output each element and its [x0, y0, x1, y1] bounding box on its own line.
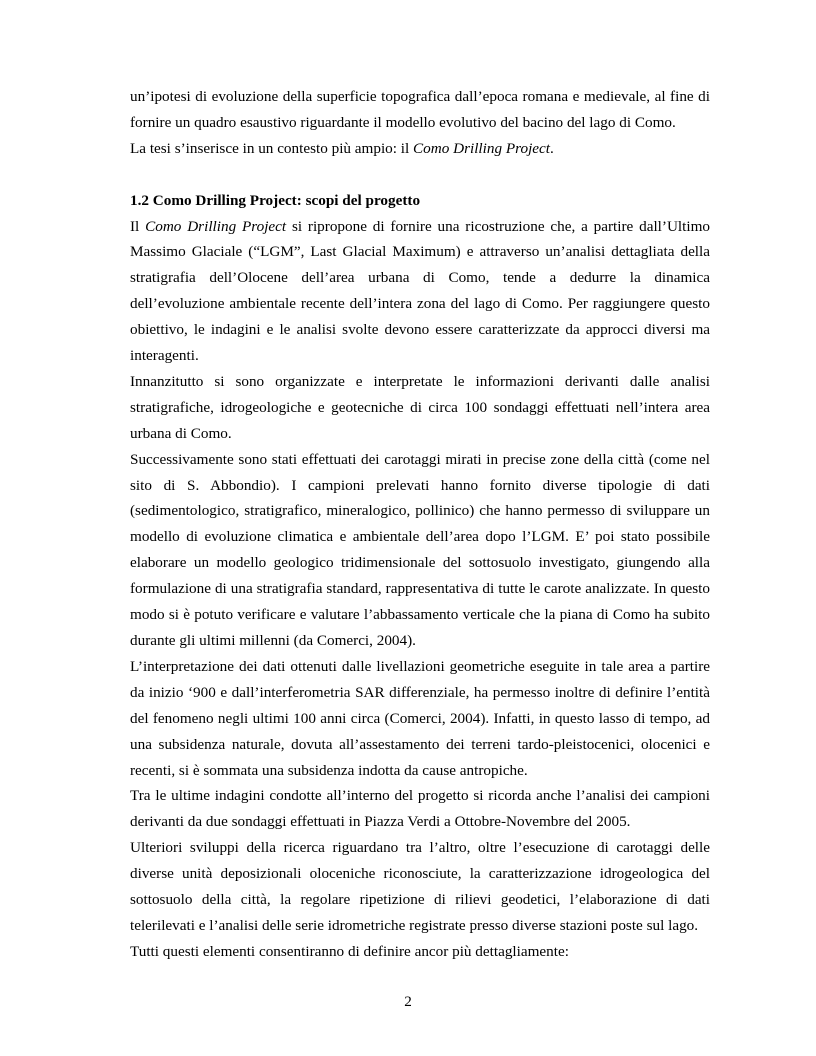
section-paragraph-5: Tra le ultime indagini condotte all’interno del progetto si ricorda anche l’analisi dei campioni derivanti da due sondaggi effettuati in Piazza Verdi a Ottobre-Novembre del 2005. [130, 787, 710, 831]
section-spacer [130, 162, 710, 188]
intro-paragraph-2-text-after: . [550, 139, 554, 157]
page-number: 2 [404, 993, 412, 1010]
section-paragraph-1 [130, 214, 710, 369]
project-name-italic: Como Drilling Project [413, 139, 550, 157]
intro-paragraph-1: un’ipotesi di evoluzione della superficie topografica dall’epoca romana e medievale, al fine di fornire un quadro esaustivo riguardante il modello evolutivo del bacino del lago di Como. [130, 88, 710, 131]
section-heading: 1.2 Como Drilling Project: scopi del progetto [130, 191, 421, 209]
intro-paragraph-2-text-before: La tesi s’inserisce in un contesto più ampio: il [130, 139, 414, 157]
section-paragraph-3: Successivamente sono stati effettuati dei carotaggi mirati in precise zone della città (come nel sito di S. Abbondio). I campioni prelevati hanno fornito diverse tipologie di dati (sedimentologico, stratigrafico, mineralogico, pollinico) che hanno permesso di sviluppare un modello di evoluzione climatica e ambientale dell’area dopo l’LGM. E’ poi stato possibile elaborare un modello geologico tridimensionale del sottosuolo investigato, giungendo alla formulazione di una stratigrafia standard, rappresentativa di tutte le carote analizzate. In questo modo si è potuto verificare e valutare l’abbassamento verticale che la piana di Como ha subito durante gli ultimi millenni (da Comerci, 2004). [130, 450, 710, 650]
section-paragraph-1-text-after: si ripropone di fornire una ricostruzione che, a partire dall’Ultimo Massimo Glaciale (“LGM”, Last Glacial Maximum) e attraverso un’analisi dettagliata della stratigrafia dell’Olocene dell’area urbana di Como, tende a dedurre la dinamica dell’evoluzione ambientale recente dell’intera zona del lago di Como. Per raggiungere questo obiettivo, le indagini e le analisi svolte devono essere caratterizzate da approcci diversi ma interagenti. [130, 217, 710, 365]
section-paragraph-7: Tutti questi elementi consentiranno di definire ancor più dettagliamente: [130, 942, 569, 960]
page-body [130, 84, 710, 965]
section-paragraph-1-text-before: Il [130, 217, 146, 235]
section-paragraph-6: Ulteriori sviluppi della ricerca riguardano tra l’altro, oltre l’esecuzione di carotaggi delle diverse unità deposizionali oloceniche riconosciute, la caratterizzazione idrogeologica del sottosuolo della città, la regolare ripetizione di rilievi geodetici, l’elaborazione di dati telerilevati e l’analisi delle serie idrometriche registrate presso diverse stazioni poste sul lago. [130, 839, 710, 934]
project-name-italic: Como Drilling Project [145, 217, 287, 235]
intro-paragraph-2 [130, 136, 710, 162]
section-paragraph-4: L’interpretazione dei dati ottenuti dalle livellazioni geometriche eseguite in tale area a partire da inizio ‘900 e dall’interferometria SAR differenziale, ha permesso inoltre di definire l’entità del fenomeno negli ultimi 100 anni circa (Comerci, 2004). Infatti, in questo lasso di tempo, ad una subsidenza naturale, dovuta all’assestamento dei terreni tardo-pleistocenici, olocenici e recenti, si è sommata una subsidenza indotta da cause antropiche. [130, 657, 710, 779]
section-paragraph-2: Innanzitutto si sono organizzate e interpretate le informazioni derivanti dalle analisi stratigrafiche, idrogeologiche e geotecniche di circa 100 sondaggi effettuati nell’intera area urbana di Como. [130, 372, 710, 442]
